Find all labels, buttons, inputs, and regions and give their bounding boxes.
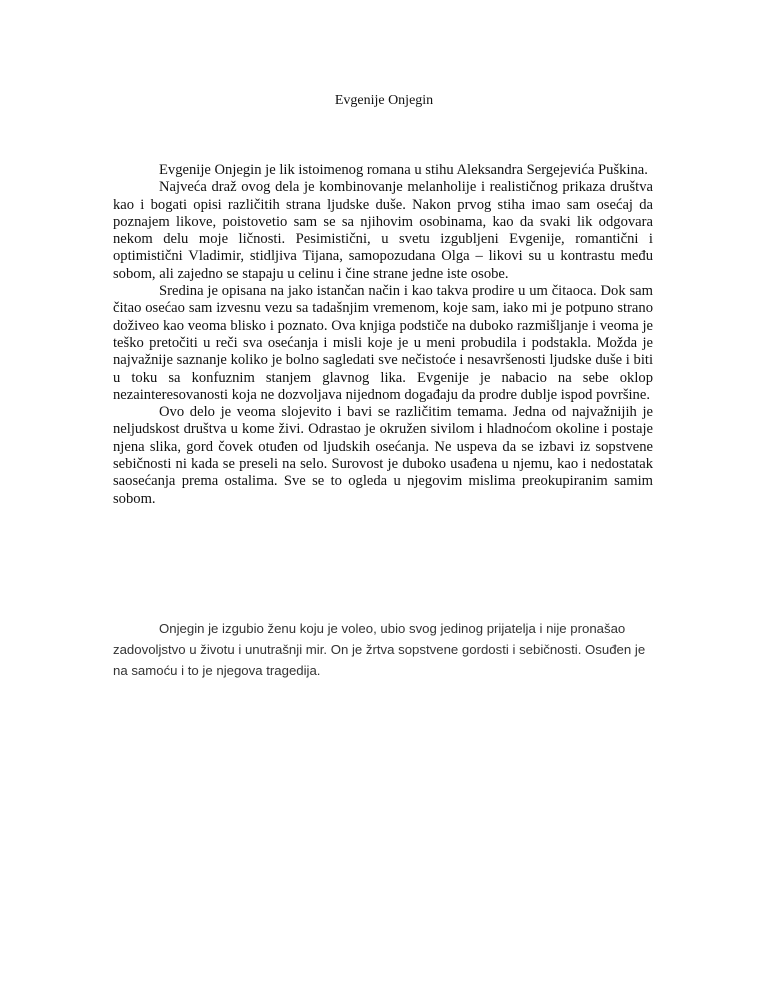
paragraph-intro: Evgenije Onjegin je lik istoimenog romana u stihu Aleksandra Sergejevića Puškina. <box>159 162 648 178</box>
document-title: Evgenije Onjegin <box>334 93 434 108</box>
document-body <box>113 162 653 508</box>
closing-section <box>113 618 653 681</box>
paragraph-characters: Najveća draž ovog dela je kombinovanje melanholije i realističnog prikaza društva kao i bogati opisi različitih strana ljudske duše. Nakon prvog stiha imao sam osećaj da poznajem likove, poistovetio sam se sa njihovim osobinama, kao da svaki lik odgovara nekom delu moje ličnosti. Pesimistični, u svetu izgubljeni Evgenije, romantični i optimistični Vladimir, stidljiva Tijana, samopozudana Olga – likovi su u kontrastu među sobom, ali zajedno se stapaju u celinu i čine strane jedne iste osobe. <box>113 179 653 282</box>
paragraph-setting: Sredina je opisana na jako istančan način i kao takva prodire u um čitaoca. Dok sam čitao osećao sam izvesnu vezu sa tadašnjim vremenom, koje sam, iako mi je potpuno strano doživeo kao veoma blisko i poznato. Ova knjiga podstiče na duboko razmišljanje i veoma je teško pretočiti u reči sva osećanja i misli koje je u meni probudila i podstakla. Možda je najvažnije saznanje koliko je bolno sagledati sve nečistoće i nesavršenosti ljudske duše i biti u toku sa konfuznim stanjem glavnog lika. Evgenije je nabacio na sebe oklop nezainteresovanosti koja ne dozvoljava nijednom događaju da prodre dublje ispod površine. <box>113 283 653 403</box>
paragraph-themes: Ovo delo je veoma slojevito i bavi se različitim temama. Jedna od najvažnijih je neljudskost društva u kome živi. Odrastao je okružen sivilom i hladnoćom okoline i postaje njena slika, gord čovek otuđen od ljudskih osećanja. Ne uspeva da se izbavi iz sopstvene sebičnosti ni kada se preseli na selo. Surovost je duboko usađena u njemu, kao i nedostatak saosećanja prema ostalima. Sve se to ogleda u njegovim mislima preokupiranim samim sobom. <box>113 404 653 507</box>
paragraph-closing: Onjegin je izgubio ženu koju je voleo, ubio svog jedinog prijatelja i nije pronašao zadovoljstvo u životu i unutrašnji mir. On je žrtva sopstvene gordosti i sebičnosti. Osuđen je na samoću i to je njegova tragedija. <box>113 621 646 678</box>
